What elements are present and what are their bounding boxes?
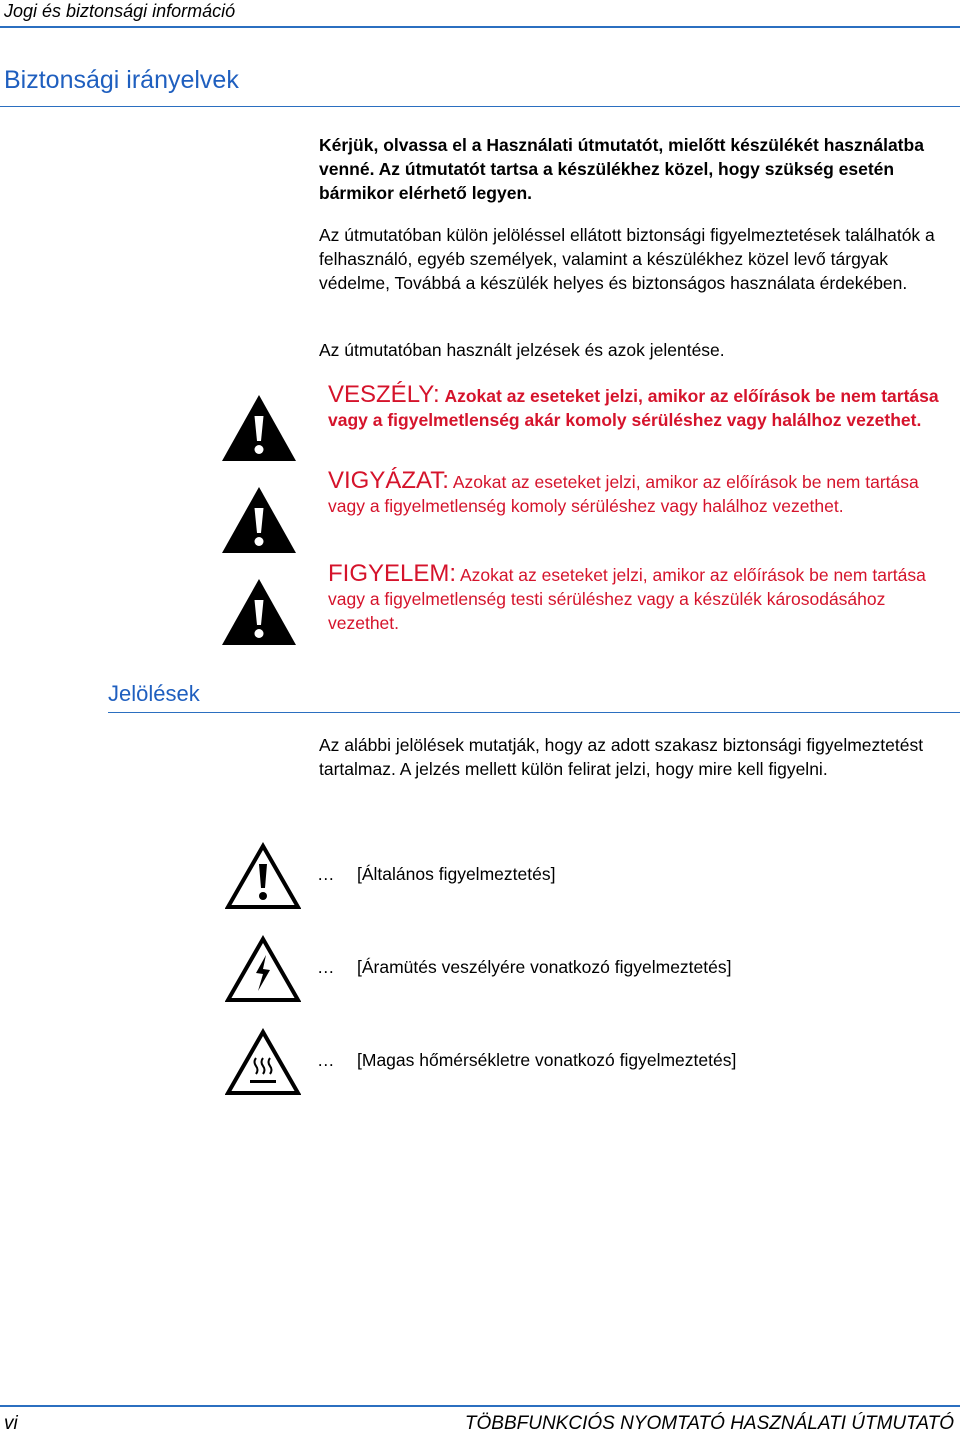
notice-danger [328,383,954,432]
header-divider [0,26,960,28]
symbol-label: [Áramütés veszélyére vonatkozó figyelmeztetés] [357,957,732,977]
notice-keyword: VIGYÁZAT: [328,467,449,494]
symbol-general-warning-row [317,862,555,886]
notice-attention [328,562,954,635]
markings-divider [108,712,960,713]
footer-divider [0,1405,960,1407]
symbol-electric-shock-row [317,955,731,979]
notice-keyword: FIGYELEM: [328,560,457,587]
markings-paragraph: Az alábbi jelölések mutatják, hogy az adott szakasz biztonsági figyelmeztetést tartalmaz. A jelzés mellett külön felirat jelzi, hogy mire kell figyelni. [319,735,924,779]
ellipsis: … [317,957,335,977]
page-number: vi [4,1413,18,1434]
symbol-high-temperature-row [317,1048,736,1072]
notice-text: Azokat az eseteket jelzi, amikor az előírások be nem tartása vagy a figyelmetlenség akár komoly sérüléshez vagy halálhoz vezethet. [328,386,939,430]
notice-text: Azokat az eseteket jelzi, amikor az előírások be nem tartása vagy a figyelmetlenség testi sérüléshez vagy a készülék károsodásához vezethet. [328,565,926,633]
high-temperature-icon [225,1028,301,1096]
section-title: Biztonsági irányelvek [4,66,239,94]
electric-shock-icon [225,935,301,1003]
page-header-title: Jogi és biztonsági információ [4,1,236,21]
general-warning-icon [225,842,301,910]
caution-warning-icon [219,484,299,556]
markings-title: Jelölések [108,681,200,706]
attention-warning-icon [219,576,299,648]
safety-paragraph: Az útmutatóban külön jelöléssel ellátott biztonsági figyelmeztetések találhatók a felhasználó, egyéb személyek, valamint a készülékhez közel levő tárgyak védelme, Továbbá a készülék helyes és biztonságos használata érdekében. [319,225,935,293]
symbol-label: [Magas hőmérsékletre vonatkozó figyelmeztetés] [357,1050,737,1070]
footer-title: TÖBBFUNKCIÓS NYOMTATÓ HASZNÁLATI ÚTMUTATÓ [464,1413,954,1434]
symbol-label: [Általános figyelmeztetés] [357,864,556,884]
signs-intro-paragraph: Az útmutatóban használt jelzések és azok jelentése. [319,340,725,360]
intro-paragraph: Kérjük, olvassa el a Használati útmutatót, mielőtt készülékét használatba venné. Az útmutatót tartsa a készülékhez közel, hogy szükség esetén bármikor elérhető legyen. [319,135,924,203]
ellipsis: … [317,1050,335,1070]
notice-text: Azokat az eseteket jelzi, amikor az előírások be nem tartása vagy a figyelmetlenség komoly sérüléshez vagy halálhoz vezethet. [328,472,919,516]
danger-warning-icon [219,392,299,464]
notice-keyword: VESZÉLY: [328,381,440,408]
section-divider [0,106,960,107]
ellipsis: … [317,864,335,884]
notice-caution [328,469,954,518]
